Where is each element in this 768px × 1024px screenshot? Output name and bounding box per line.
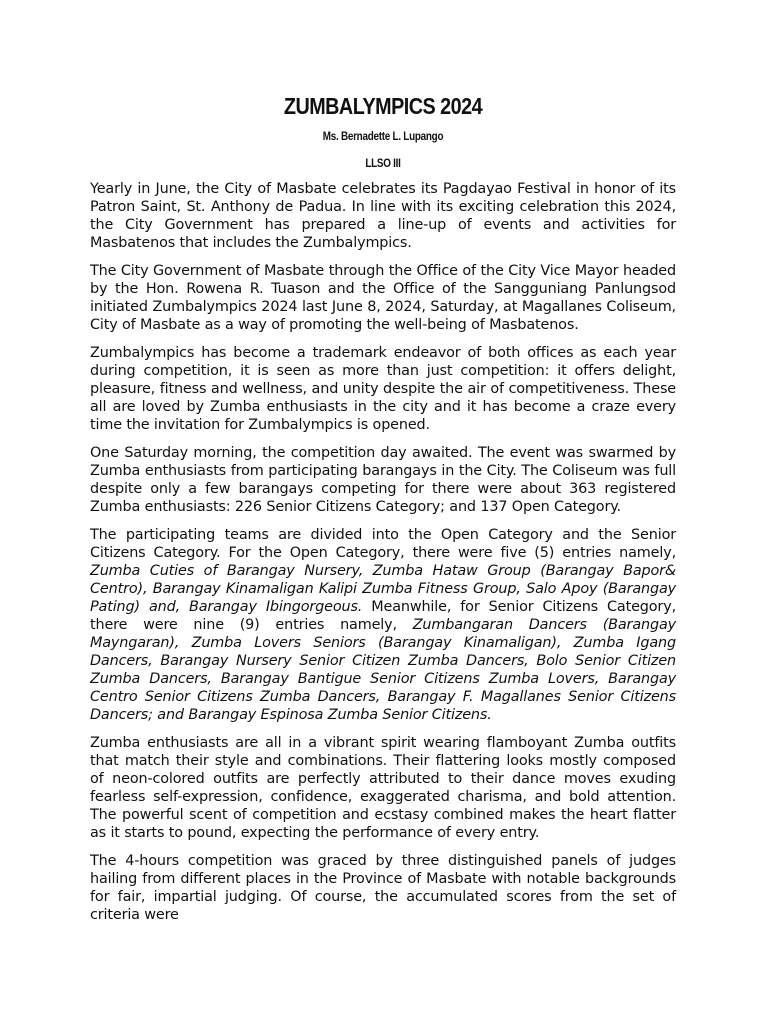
document-title: ZUMBALYMPICS 2024 — [283, 93, 483, 119]
document-page — [90, 92, 676, 934]
paragraph-1: Yearly in June, the City of Masbate celebrates its Pagdayao Festival in honor of its Patron Saint, St. Anthony de Padua. In line with its exciting celebration this 2024, the City Government has prepared a line-up of events and activities for Masbatenos that includes the Zumbalympics. — [90, 181, 676, 251]
paragraph-7: The 4-hours competition was graced by three distinguished panels of judges hailing from different places in the Province of Masbate with notable backgrounds for fair, impartial judging. Of course, the accumulated scores from the set of criteria were — [90, 853, 676, 923]
article-body — [90, 180, 676, 924]
paragraph-3: Zumbalympics has become a trademark endeavor of both offices as each year during competition, it is seen as more than just competition: it offers delight, pleasure, fitness and wellness, and unity despite the air of competitiveness. These all are loved by Zumba enthusiasts in the city and it has become a craze every time the invitation for Zumbalympics is opened. — [90, 345, 676, 433]
paragraph-5 — [90, 526, 676, 724]
author-name: Ms. Bernadette L. Lupango — [322, 131, 444, 143]
paragraph-2: The City Government of Masbate through the Office of the City Vice Mayor headed by the Hon. Rowena R. Tuason and the Office of the Sangguniang Panlungsod initiated Zumbalympics 2024 last June 8, 2024, Saturday, at Magallanes Coliseum, City of Masbate as a way of promoting the well-being of Masbatenos. — [90, 263, 676, 333]
paragraph-5-middle: Meanwhile, for Senior Citizens Category, there were nine (9) entries namely, — [90, 599, 676, 633]
senior-category-entries: Zumbangaran Dancers (Barangay Mayngaran), Zumba Lovers Seniors (Barangay Kinamaligan), Zumba Igang Dancers, Barangay Nursery Senior Citizen Zumba Dancers, Bolo Senior Citizen Zumba Dancers, Barangay Bantigue Senior Citizens Zumba Lovers, Barangay Centro Senior Citizens Zumba Dancers, Barangay F. Magallanes Senior Citizens Dancers; and Barangay Espinosa Zumba Senior Citizens. — [90, 617, 676, 723]
author-role: LLSO III — [365, 158, 401, 170]
paragraph-4: One Saturday morning, the competition day awaited. The event was swarmed by Zumba enthusiasts from participating barangays in the City. The Coliseum was full despite only a few barangays competing for there were about 363 registered Zumba enthusiasts: 226 Senior Citizens Category; and 137 Open Category. — [90, 445, 676, 515]
paragraph-6: Zumba enthusiasts are all in a vibrant spirit wearing flamboyant Zumba outfits that match their style and combinations. Their flattering looks mostly composed of neon-colored outfits are perfectly attributed to their dance moves exuding fearless self-expression, confidence, exaggerated charisma, and bold attention. The powerful scent of competition and ecstasy combined makes the heart flatter as it starts to pound, expecting the performance of every entry. — [90, 735, 676, 841]
open-category-entries: Zumba Cuties of Barangay Nursery, Zumba Hataw Group (Barangay Bapor& Centro), Barangay Kinamaligan Kalipi Zumba Fitness Group, Salo Apoy (Barangay Pating) and, Barangay Ibingorgeous. — [90, 563, 676, 615]
paragraph-5-intro: The participating teams are divided into the Open Category and the Senior Citizens Category. For the Open Category, there were five (5) entries namely, — [90, 527, 676, 561]
